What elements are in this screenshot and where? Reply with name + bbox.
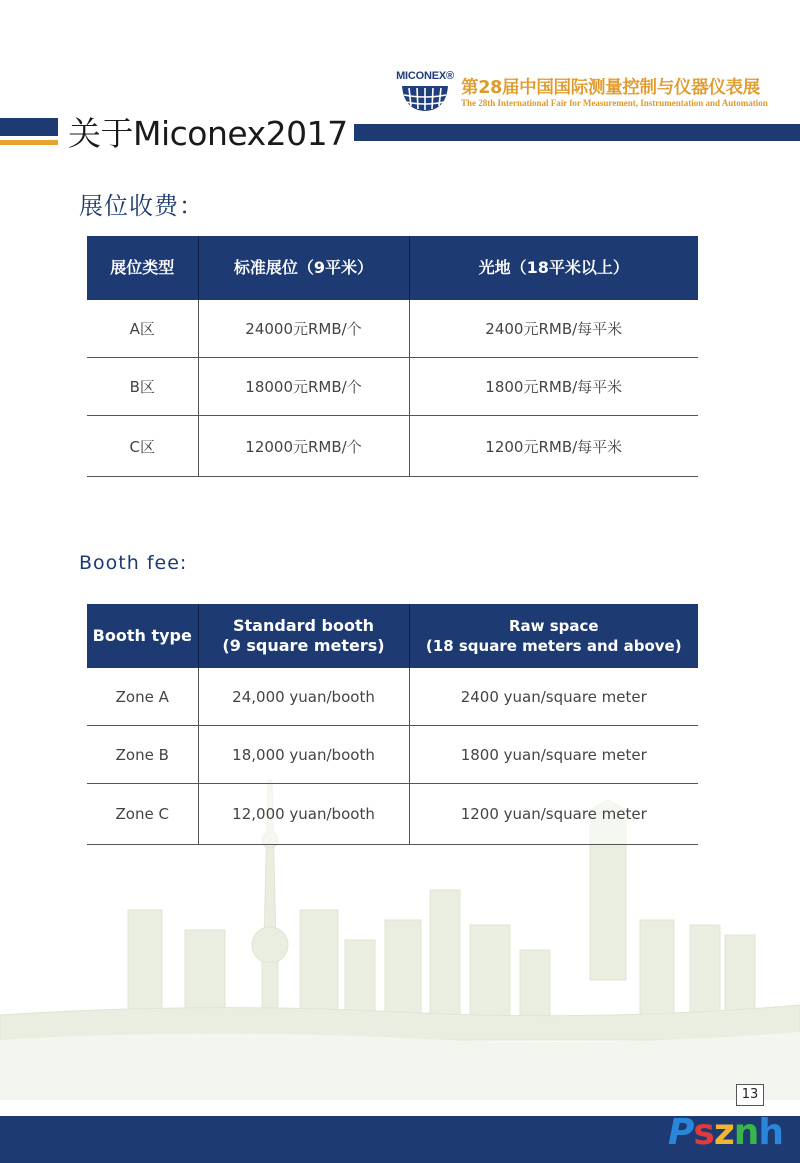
header-subline: (18 square meters and above) xyxy=(425,637,682,655)
raw-space-price-cell: 1200 yuan/square meter xyxy=(409,784,698,845)
header-standard-booth: 标准展位（9平米） xyxy=(198,236,409,300)
booth-fee-table-en xyxy=(87,604,698,845)
header-booth-type: 展位类型 xyxy=(87,236,198,300)
header-band-left-accent xyxy=(0,140,58,145)
site-watermark xyxy=(668,1112,783,1153)
raw-space-price-cell: 1800元RMB/每平米 xyxy=(409,358,698,416)
watermark-letter: n xyxy=(733,1112,759,1153)
table-row xyxy=(87,358,698,416)
header-standard-booth xyxy=(198,604,409,668)
watermark-letter: s xyxy=(693,1112,714,1153)
zone-cell: B区 xyxy=(87,358,198,416)
zone-cell: A区 xyxy=(87,300,198,358)
standard-price-cell: 18,000 yuan/booth xyxy=(198,726,409,784)
watermark-letter: h xyxy=(758,1112,784,1153)
section-title-en: Booth fee: xyxy=(79,552,188,574)
table-row xyxy=(87,300,698,358)
standard-price-cell: 12000元RMB/个 xyxy=(198,416,409,477)
watermark-letter: z xyxy=(713,1112,734,1153)
table-row xyxy=(87,726,698,784)
header-raw-space: 光地（18平米以上） xyxy=(409,236,698,300)
raw-space-price-cell: 1200元RMB/每平米 xyxy=(409,416,698,477)
standard-price-cell: 24,000 yuan/booth xyxy=(198,668,409,726)
zone-cell: C区 xyxy=(87,416,198,477)
raw-space-price-cell: 2400元RMB/每平米 xyxy=(409,300,698,358)
watermark-letter: P xyxy=(668,1112,694,1153)
standard-price-cell: 24000元RMB/个 xyxy=(198,300,409,358)
fair-title-cn: 第28届中国国际测量控制与仪器仪表展 xyxy=(461,78,760,98)
standard-price-cell: 12,000 yuan/booth xyxy=(198,784,409,845)
section-title-cn: 展位收费： xyxy=(79,192,204,220)
table-row xyxy=(87,416,698,477)
table-header-row xyxy=(87,236,698,300)
header-raw-space xyxy=(409,604,698,668)
page-heading: 关于Miconex2017 xyxy=(68,114,348,153)
header-line: Standard booth xyxy=(233,616,374,635)
booth-fee-table-cn xyxy=(87,236,698,477)
table-header-row xyxy=(87,604,698,668)
header-band-right xyxy=(354,124,800,141)
globe-icon xyxy=(400,84,450,112)
standard-price-cell: 18000元RMB/个 xyxy=(198,358,409,416)
header-booth-type xyxy=(87,604,198,668)
header-line: Booth type xyxy=(92,626,192,645)
page-number: 13 xyxy=(736,1084,764,1106)
zone-cell: Zone A xyxy=(87,668,198,726)
miconex-logo xyxy=(396,70,454,114)
zone-cell: Zone B xyxy=(87,726,198,784)
table-row xyxy=(87,668,698,726)
fair-title-en: The 28th International Fair for Measurement, Instrumentation and Automation xyxy=(461,98,768,108)
header-subline: (9 square meters) xyxy=(222,636,385,655)
raw-space-price-cell: 1800 yuan/square meter xyxy=(409,726,698,784)
table-row xyxy=(87,784,698,845)
header-band-left xyxy=(0,118,58,136)
header-line: Raw space xyxy=(508,617,599,635)
logo-text: MICONEX® xyxy=(396,70,454,82)
raw-space-price-cell: 2400 yuan/square meter xyxy=(409,668,698,726)
zone-cell: Zone C xyxy=(87,784,198,845)
